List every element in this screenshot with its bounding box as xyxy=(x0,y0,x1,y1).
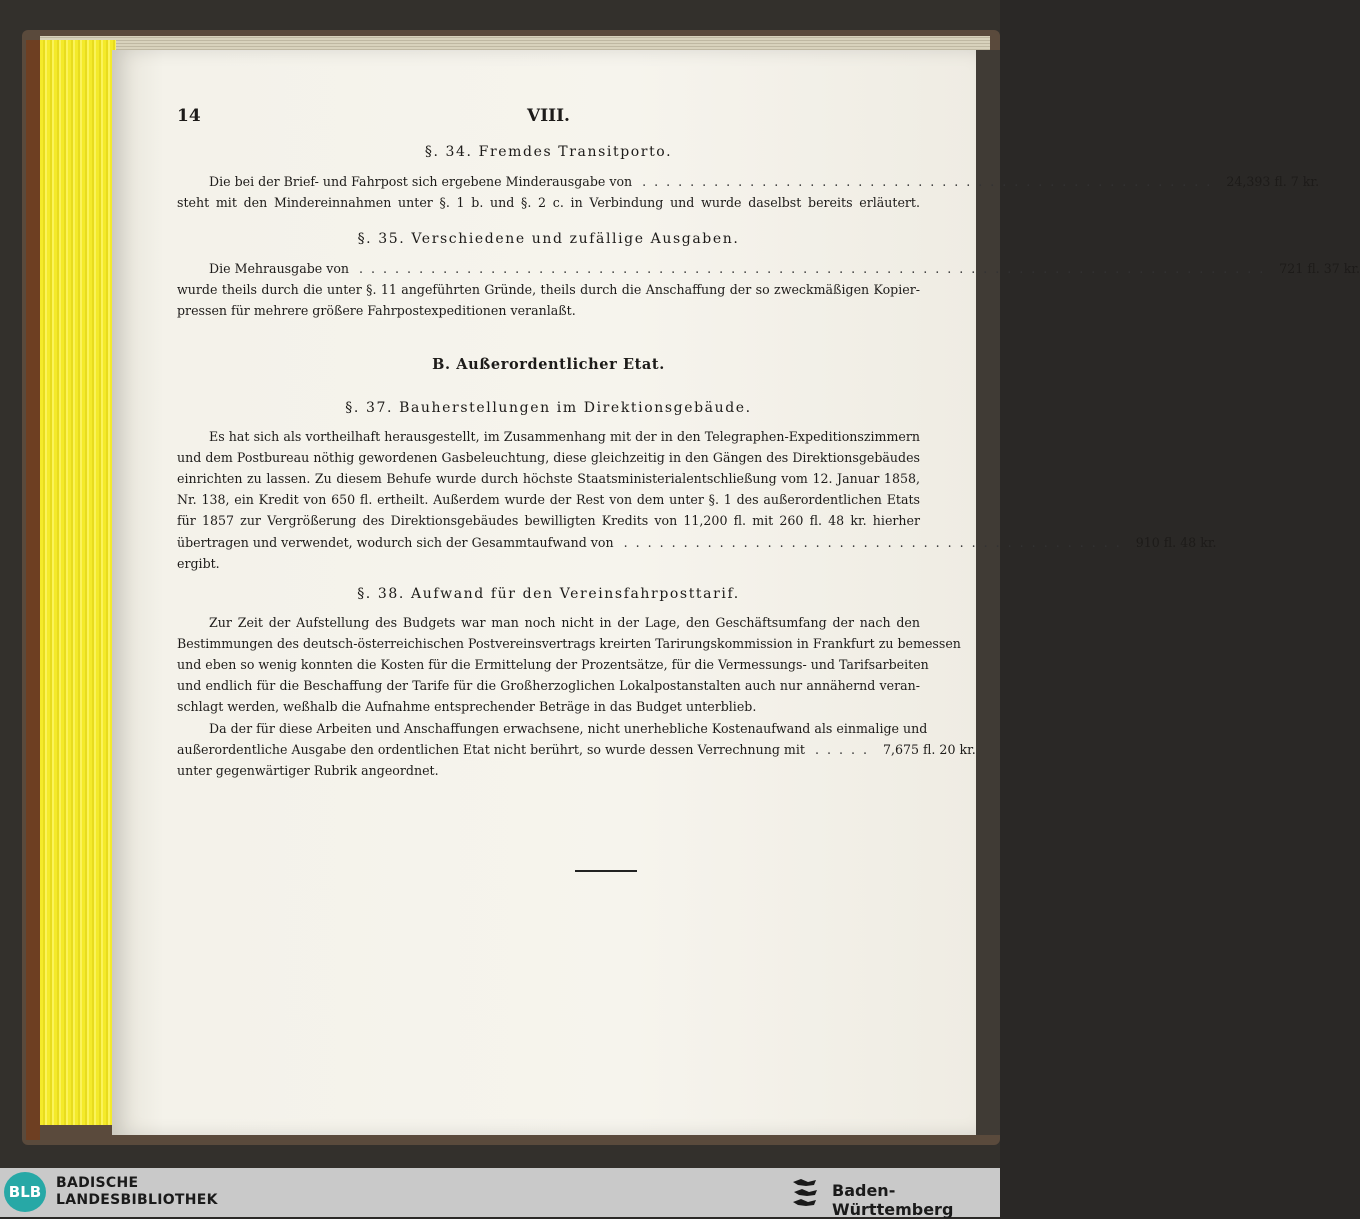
page-header xyxy=(177,106,920,130)
section-34-amount: 24,393 fl. 7 kr. xyxy=(1226,174,1320,189)
library-name-line-2: LANDESBIBLIOTHEK xyxy=(56,1192,218,1208)
blb-logo[interactable]: BLB xyxy=(4,1172,46,1212)
section-34-heading: §. 34. Fremdes Transitporto. xyxy=(424,144,673,160)
dot-leader: ..... xyxy=(814,742,875,757)
section-37-amount: 910 fl. 48 kr. xyxy=(1135,535,1217,550)
section-35-amount: 721 fl. 37 kr. xyxy=(1279,261,1360,276)
section-35-line-3: pressen für mehrere größere Fahrpostexpeditionen veranlaßt. xyxy=(177,303,576,318)
section-37-tail: ergibt. xyxy=(177,556,220,571)
footer-bar xyxy=(0,1168,1000,1217)
library-name-line-1: BADISCHE xyxy=(56,1175,139,1191)
section-37-line: für 1857 zur Vergrößerung des Direktionsgebäudes bewilligten Kredits von 11,200 fl. mit 260 fl. 48 kr. hierher xyxy=(177,513,920,528)
section-35-line-1-text: Die Mehrausgabe von xyxy=(209,261,350,276)
section-38-line: Zur Zeit der Aufstellung des Budgets war man noch nicht in der Lage, den Geschäftsumfang der nach den xyxy=(209,615,920,630)
section-38-line: Bestimmungen des deutsch-österreichischen Postvereinsvertrags kreirten Tarirungskommission in Frankfurt zu bemessen xyxy=(177,636,961,651)
section-37-line: und dem Postbureau nöthig gewordenen Gasbeleuchtung, diese gleichzeitig in den Gängen des Direktionsgebäudes xyxy=(177,450,920,465)
section-35-line-1 xyxy=(177,259,1360,279)
dot-leader: .......................................... xyxy=(623,535,1128,550)
section-37-total-text: übertragen und verwendet, wodurch sich der Gesammtaufwand von xyxy=(177,535,614,550)
section-38-tail: unter gegenwärtiger Rubrik angeordnet. xyxy=(177,763,439,778)
section-38-total-line xyxy=(177,740,976,760)
section-38-line: schlagt werden, weßhalb die Aufnahme entsprechender Beträge in das Budget unterblieb. xyxy=(177,699,757,714)
section-38-heading: §. 38. Aufwand für den Vereinsfahrposttarif. xyxy=(357,586,740,602)
section-34-line-2: steht mit den Mindereinnahmen unter §. 1 b. und §. 2 c. in Verbindung und wurde daselbst bereits erläutert. xyxy=(177,195,920,210)
dot-leader: ............................................................................ xyxy=(359,261,1272,276)
section-34-line-1-text: Die bei der Brief- und Fahrpost sich ergebene Minderausgabe von xyxy=(209,174,633,189)
section-38-line: und endlich für die Beschaffung der Tarife für die Großherzoglichen Lokalpostanstalten auch nur annähernd veran- xyxy=(177,678,920,693)
section-37-line: Nr. 138, ein Kredit von 650 fl. ertheilt. Außerdem wurde der Rest von dem unter §. 1 des außerordentlichen Etats xyxy=(177,492,920,507)
section-38-line: und eben so wenig konnten die Kosten für die Ermittelung der Prozentsätze, für die Vermessungs- und Tarifsarbeiten xyxy=(177,657,929,672)
section-38-amount: 7,675 fl. 20 kr. xyxy=(882,742,976,757)
section-37-line: einrichten zu lassen. Zu diesem Behufe wurde durch höchste Staatsministerialentschließung vom 12. Januar 1858, xyxy=(177,471,920,486)
dot-leader: ................................................ xyxy=(642,174,1219,189)
page-section-numeral: VIII. xyxy=(527,106,570,126)
scan-right-margin xyxy=(976,50,1000,1135)
page-edges-yellow xyxy=(40,40,116,1125)
section-37-heading: §. 37. Bauherstellungen im Direktionsgebäude. xyxy=(345,400,752,416)
section-37-line: Es hat sich als vortheilhaft herausgestellt, im Zusammenhang mit der in den Telegraphen-Expeditionszimmern xyxy=(209,429,920,444)
section-38-total-text: außerordentliche Ausgabe den ordentlichen Etat nicht berührt, so wurde dessen Verrechnung mit xyxy=(177,742,805,757)
section-37-total-line xyxy=(177,533,1217,553)
section-35-line-2: wurde theils durch die unter §. 11 angeführten Gründe, theils durch die Anschaffung der so zweckmäßigen Kopier- xyxy=(177,282,920,297)
cover-spine-edge xyxy=(26,40,40,1140)
end-rule xyxy=(575,870,637,872)
bw-lions-icon xyxy=(790,1176,820,1210)
library-name[interactable] xyxy=(56,1175,218,1209)
section-35-heading: §. 35. Verschiedene und zufällige Ausgaben. xyxy=(357,231,740,247)
state-name[interactable]: Baden-Württemberg xyxy=(832,1181,954,1219)
section-38-line: Da der für diese Arbeiten und Anschaffungen erwachsene, nicht unerhebliche Kostenaufwand als einmalige und xyxy=(209,721,928,736)
section-34-line-1 xyxy=(177,172,1320,192)
page-number: 14 xyxy=(177,106,201,126)
section-b-heading: B. Außerordentlicher Etat. xyxy=(432,356,665,373)
